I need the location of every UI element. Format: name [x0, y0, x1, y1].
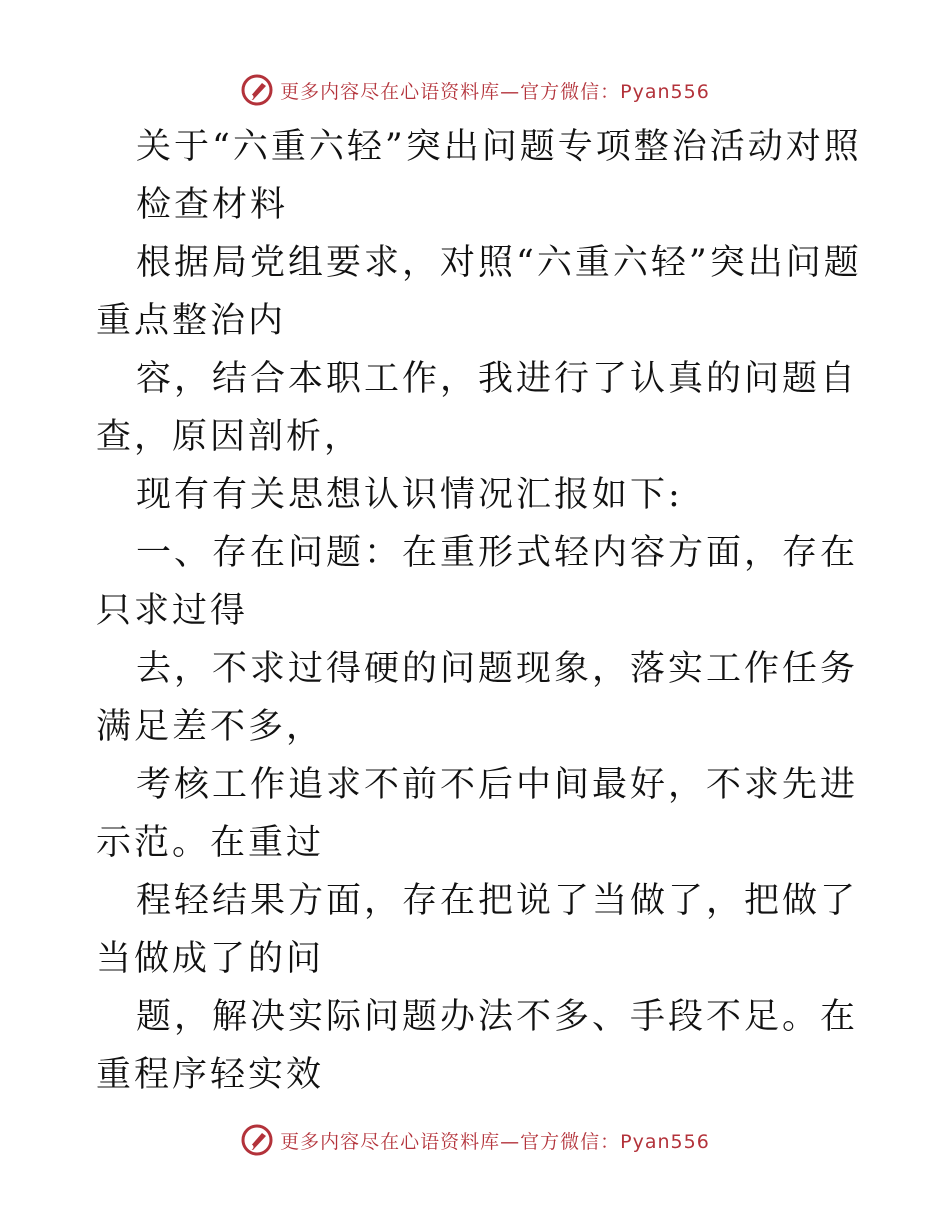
- pen-logo-icon: [240, 1123, 274, 1157]
- watermark-banner-bottom: [0, 1120, 950, 1160]
- pen-logo-icon: [240, 73, 274, 107]
- document-line: 容，结合本职工作，我进行了认真的问题自查，原因剖析，: [96, 359, 859, 457]
- document-body: [96, 118, 866, 1104]
- document-line: 根据局党组要求，对照“六重六轻”突出问题重点整治内: [96, 243, 862, 341]
- watermark-text: 更多内容尽在心语资料库—官方微信：Pyan556: [280, 80, 710, 103]
- document-line: 关于“六重六轻”突出问题专项整治活动对照: [136, 127, 862, 167]
- document-line: 程轻结果方面，存在把说了当做了，把做了当做成了的问: [96, 881, 859, 979]
- document-line: 现有有关思想认识情况汇报如下:: [136, 475, 683, 515]
- document-line: 一、存在问题：在重形式轻内容方面，存在只求过得: [96, 533, 859, 631]
- document-line: 考核工作追求不前不后中间最好，不求先进示范。在重过: [96, 765, 859, 863]
- document-line: 检查材料: [136, 185, 289, 225]
- watermark-banner-top: [0, 70, 950, 110]
- watermark-text: 更多内容尽在心语资料库—官方微信：Pyan556: [280, 1130, 710, 1153]
- document-line: 题，解决实际问题办法不多、手段不足。在重程序轻实效: [96, 997, 859, 1095]
- document-line: 去，不求过得硬的问题现象，落实工作任务满足差不多，: [96, 649, 859, 747]
